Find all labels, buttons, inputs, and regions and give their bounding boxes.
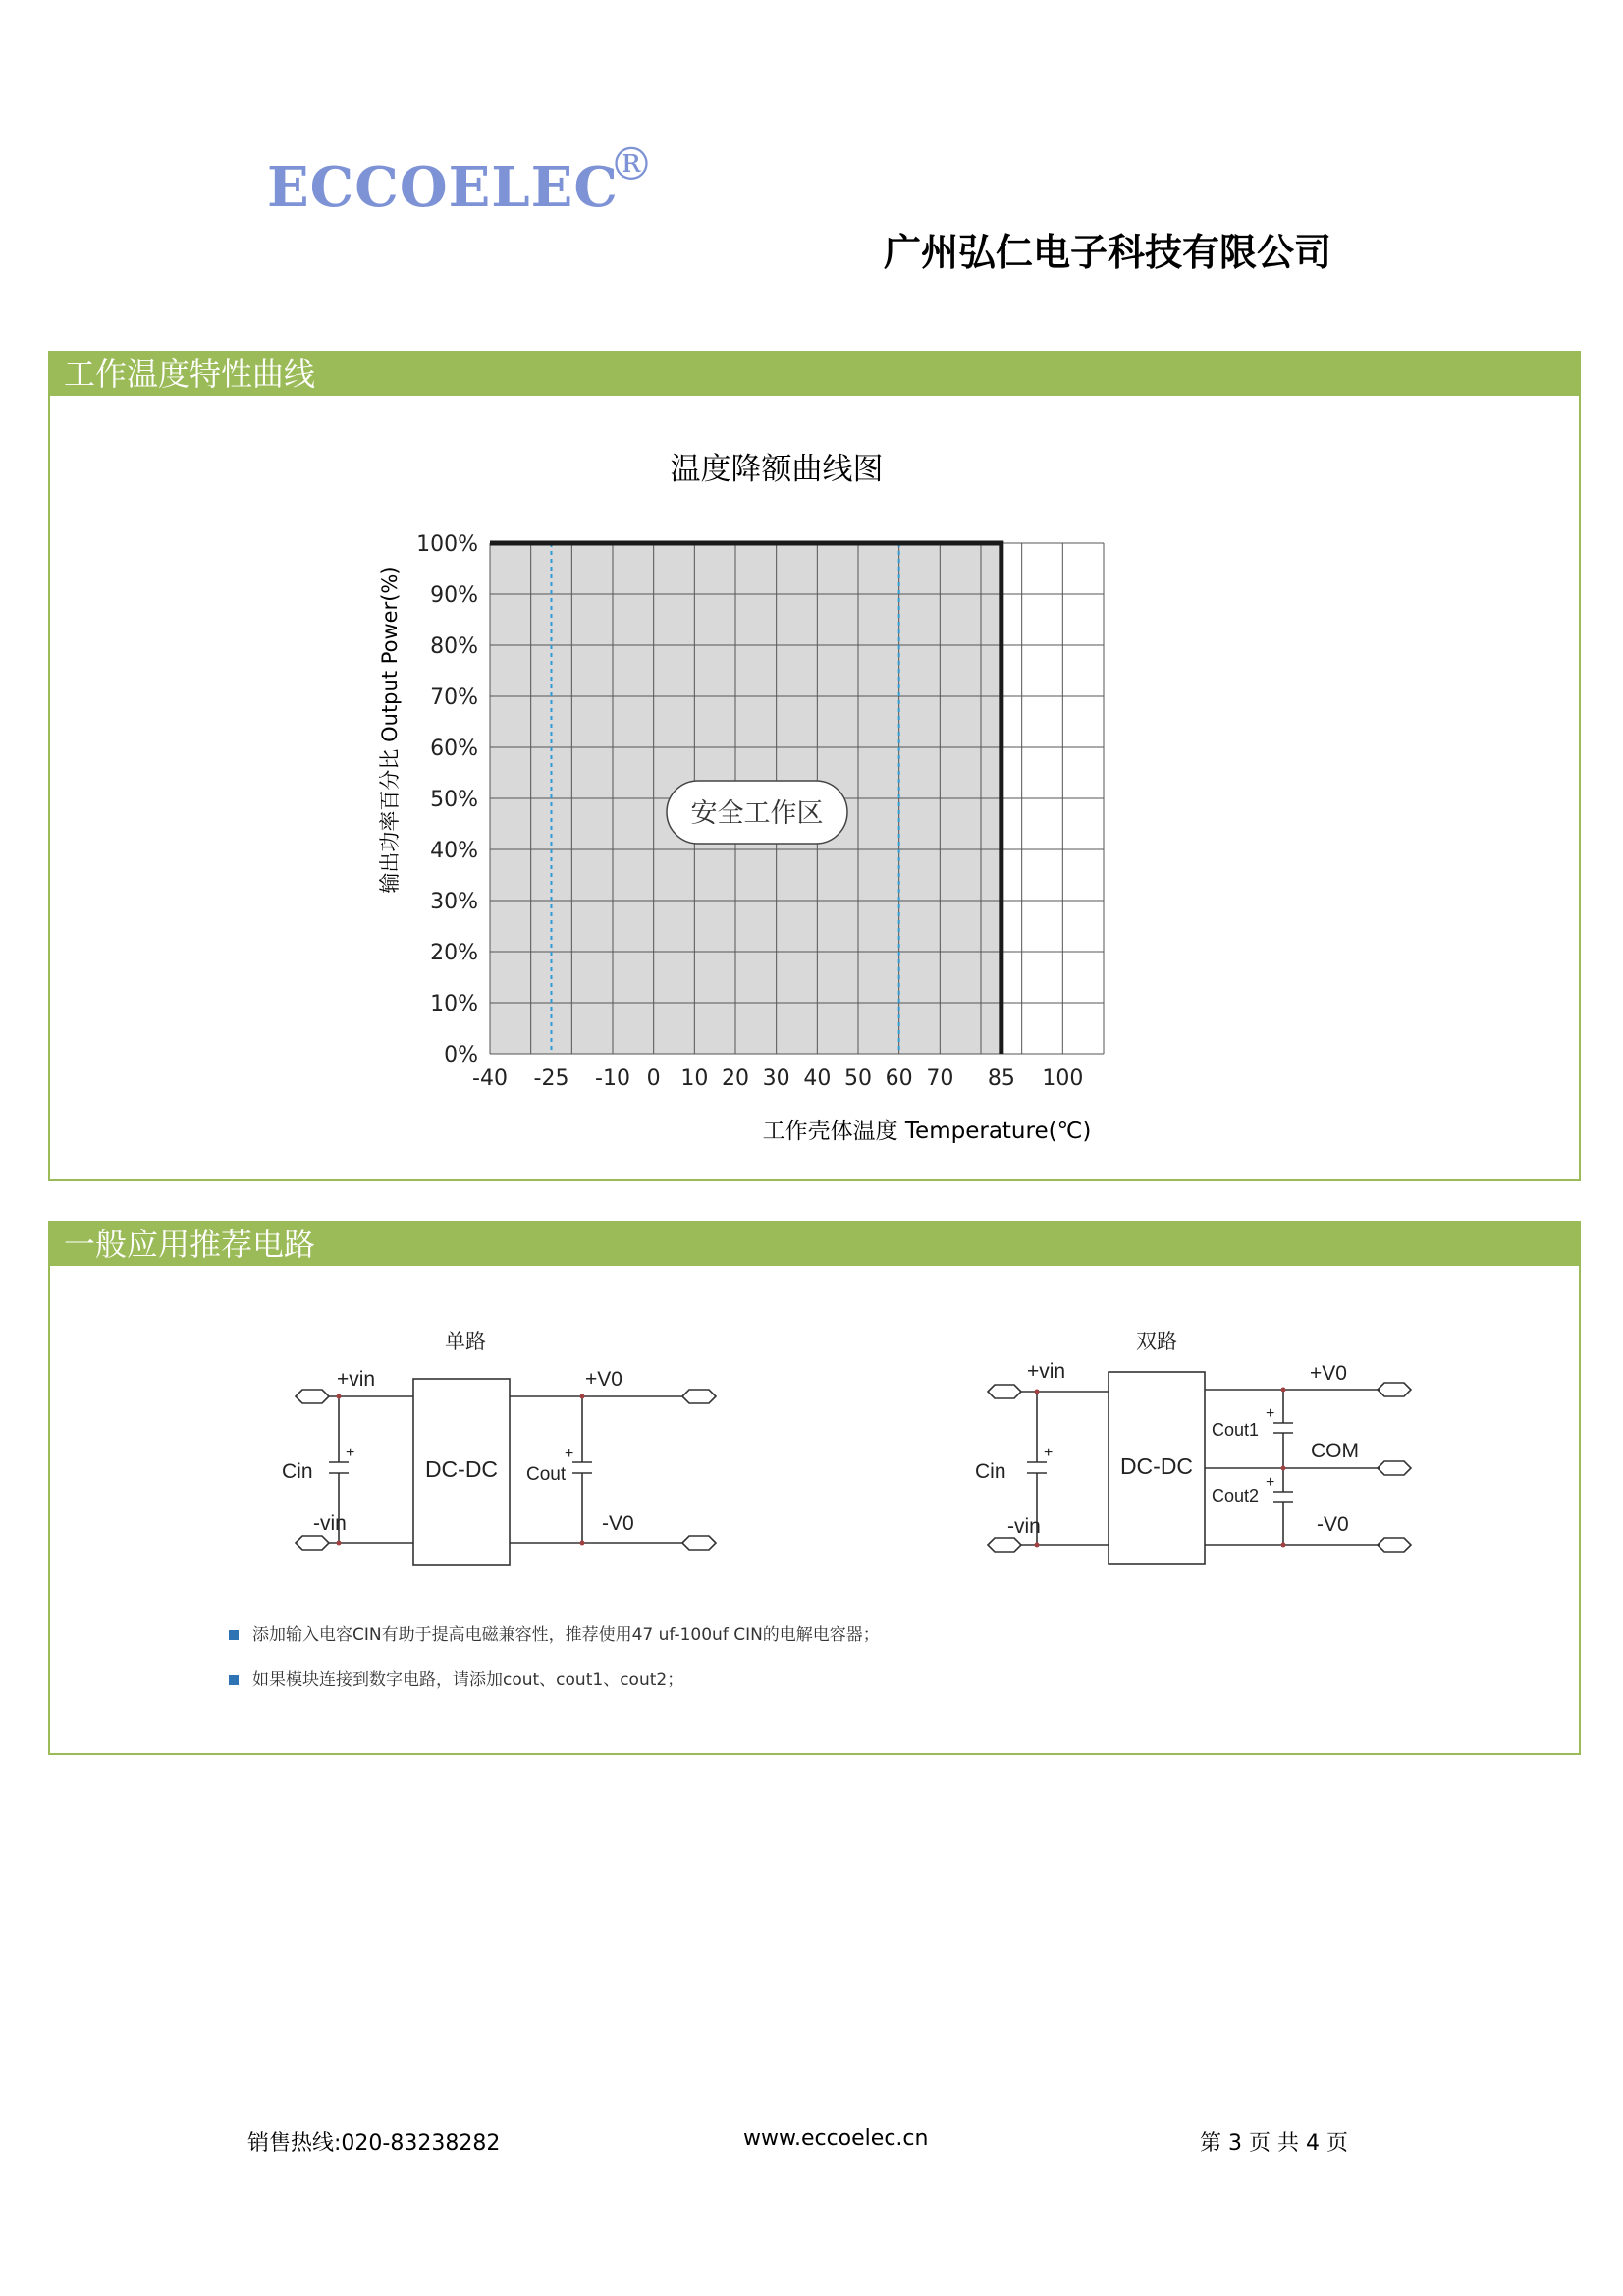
dual-vo-pos: +V0 — [1310, 1362, 1347, 1385]
section-title: 一般应用推荐电路 — [50, 1223, 1579, 1266]
y-tick-label: 60% — [430, 737, 478, 761]
y-tick-label: 90% — [430, 583, 478, 608]
y-tick-label: 10% — [430, 992, 478, 1016]
website-link[interactable]: www.eccoelec.cn — [743, 2126, 929, 2151]
x-tick-label: 60 — [885, 1066, 913, 1091]
bullet-square-icon — [229, 1630, 239, 1640]
single-cin-plus: + — [346, 1445, 355, 1461]
terminal-icon — [296, 1536, 329, 1550]
dual-cout1: Cout1 — [1212, 1420, 1260, 1440]
single-cout: Cout — [526, 1464, 567, 1485]
x-tick-label: 30 — [762, 1066, 790, 1091]
y-tick-label: 20% — [430, 941, 478, 965]
single-vin-neg: -vin — [313, 1512, 347, 1535]
page-number: 第 3 页 共 4 页 — [1200, 2131, 1348, 2156]
terminal-icon — [296, 1390, 329, 1403]
y-tick-label: 40% — [430, 839, 478, 863]
terminal-icon — [988, 1385, 1021, 1398]
dual-cin-plus: + — [1044, 1445, 1054, 1461]
note-text: 如果模块连接到数字电路，请添加cout、cout1、cout2； — [252, 1670, 684, 1690]
section-title: 工作温度特性曲线 — [50, 353, 1579, 396]
note-item — [229, 1620, 880, 1645]
terminal-icon — [682, 1390, 716, 1403]
x-tick-label: 20 — [722, 1066, 749, 1091]
note-text: 添加输入电容CIN有助于提高电磁兼容性，推荐使用47 uf-100uf CIN的电解电容器； — [252, 1625, 880, 1645]
registered-mark-icon: ® — [609, 137, 654, 191]
dual-vo-neg: -V0 — [1317, 1513, 1349, 1536]
dual-cout2: Cout2 — [1212, 1486, 1260, 1505]
safe-region-label — [667, 781, 847, 844]
y-axis-label: 输出功率百分比 Output Power(%) — [378, 566, 402, 894]
dual-cout2-plus: + — [1266, 1474, 1275, 1491]
single-cin: Cin — [282, 1460, 313, 1483]
terminal-icon — [1378, 1538, 1411, 1552]
y-tick-label: 80% — [430, 634, 478, 659]
note-item — [229, 1666, 683, 1690]
single-vin-pos: +vin — [337, 1368, 376, 1391]
single-vo-neg: -V0 — [602, 1512, 634, 1535]
x-tick-label: 40 — [803, 1066, 832, 1091]
temperature-section — [48, 351, 1581, 1181]
chart-title: 温度降额曲线图 — [670, 452, 884, 487]
terminal-icon — [1378, 1461, 1411, 1475]
x-axis-label: 工作壳体温度 Temperature(℃) — [762, 1119, 1092, 1144]
company-name: 广州弘仁电子科技有限公司 — [884, 231, 1332, 274]
dual-block-label: DC-DC — [1119, 1453, 1194, 1479]
y-tick-label: 30% — [430, 890, 478, 914]
terminal-icon — [682, 1536, 716, 1550]
single-vo-pos: +V0 — [585, 1368, 622, 1391]
circuit-section — [48, 1221, 1581, 1755]
y-tick-label: 0% — [444, 1043, 478, 1067]
x-tick-label: 70 — [926, 1066, 954, 1091]
derating-chart — [50, 396, 1579, 1179]
terminal-icon — [988, 1538, 1021, 1552]
y-tick-label: 70% — [430, 685, 478, 710]
x-tick-label: -25 — [533, 1066, 569, 1091]
terminal-icon — [1378, 1383, 1411, 1396]
single-cout-plus: + — [565, 1446, 574, 1462]
x-tick-label: 10 — [680, 1066, 709, 1091]
x-tick-label: 85 — [987, 1066, 1015, 1091]
dual-cout1-plus: + — [1266, 1405, 1275, 1422]
x-tick-label: 100 — [1042, 1066, 1084, 1091]
x-tick-label: -10 — [595, 1066, 630, 1091]
dual-vin-neg: -vin — [1007, 1515, 1041, 1538]
dual-vin-pos: +vin — [1027, 1360, 1066, 1383]
y-tick-label: 50% — [430, 788, 478, 812]
x-tick-label: -40 — [472, 1066, 508, 1091]
sales-hotline: 销售热线:020-83238282 — [247, 2131, 501, 2156]
x-tick-label: 50 — [844, 1066, 872, 1091]
single-block-label: DC-DC — [424, 1456, 499, 1482]
dual-com: COM — [1311, 1440, 1359, 1462]
dual-title: 双路 — [1136, 1331, 1177, 1353]
single-title: 单路 — [445, 1331, 486, 1353]
x-tick-label: 0 — [646, 1066, 661, 1091]
region-label: 安全工作区 — [690, 798, 824, 829]
logo-text: ECCOELEC — [267, 155, 619, 220]
y-tick-label: 100% — [416, 532, 478, 557]
dual-cin: Cin — [975, 1460, 1006, 1483]
single-output-circuit — [296, 1379, 716, 1565]
bullet-square-icon — [229, 1675, 239, 1685]
